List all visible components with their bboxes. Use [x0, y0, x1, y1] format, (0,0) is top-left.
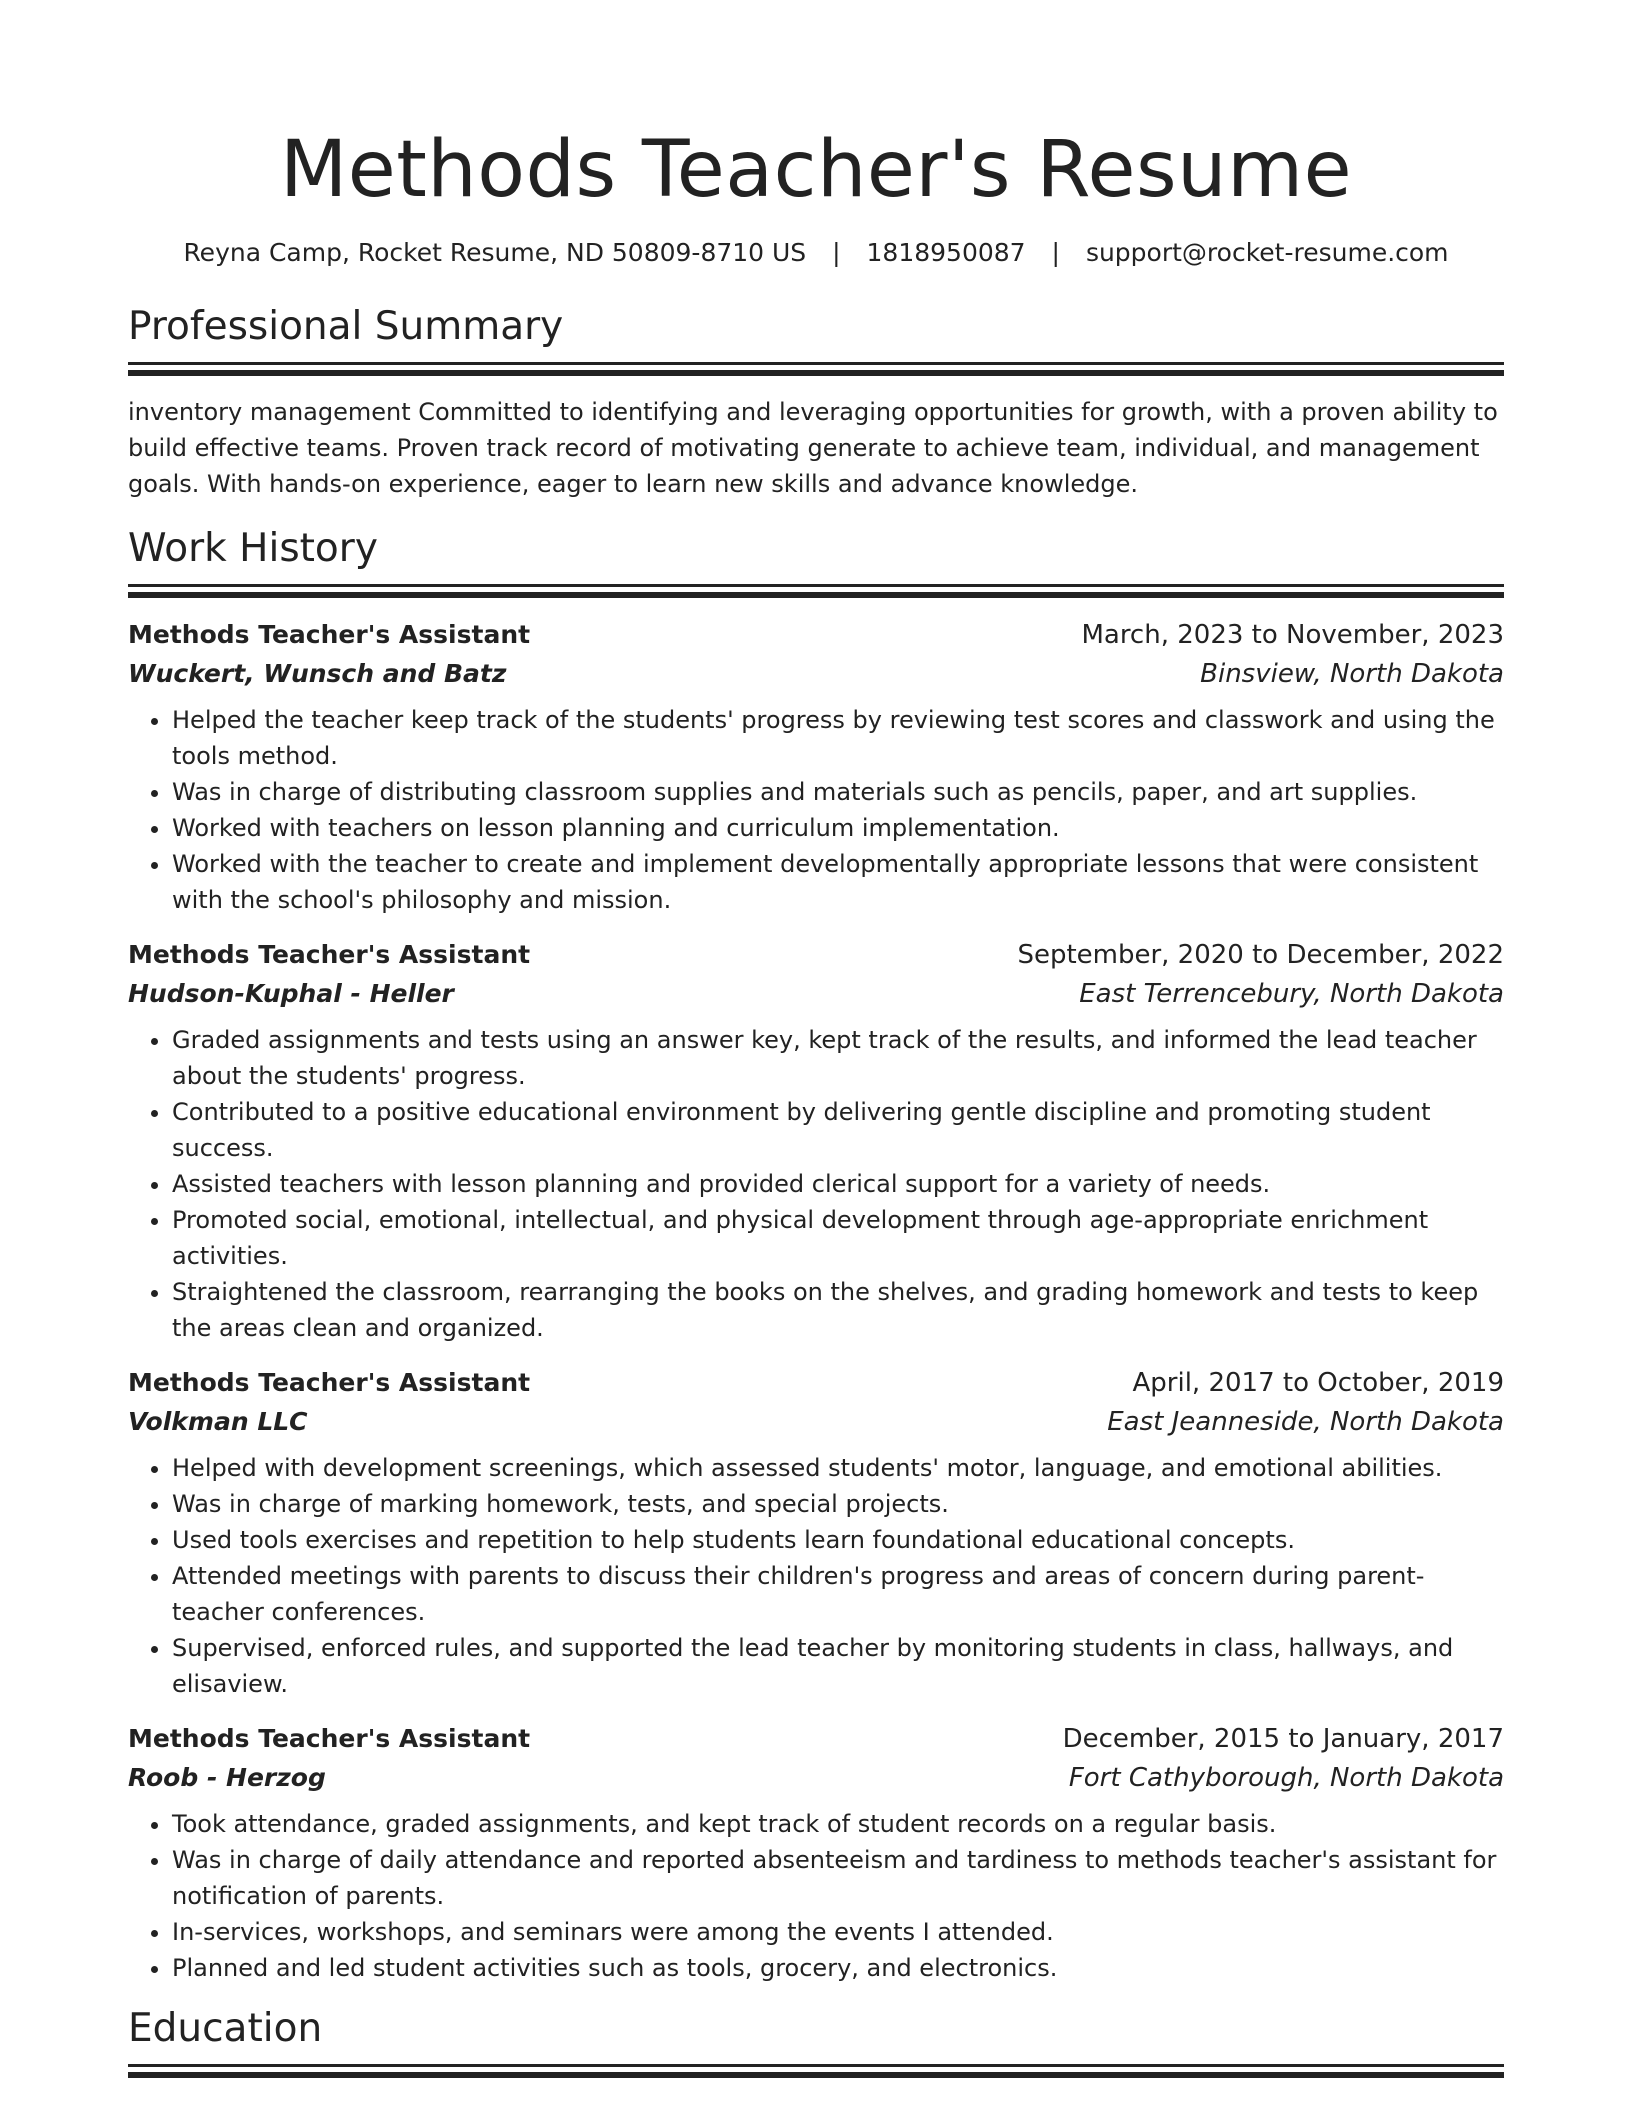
job-bullet: • Worked with teachers on lesson planning and curriculum implementation.: [172, 810, 1504, 846]
job-title: Methods Teacher's Assistant: [128, 1724, 531, 1753]
work-history-section: [128, 524, 1504, 1986]
work-history-heading: Work History: [128, 526, 378, 571]
job-bullets: [128, 702, 1504, 918]
job-entry: [128, 1364, 1504, 1702]
job-location: East Jeanneside, North Dakota: [1107, 1407, 1504, 1437]
contact-address: Reyna Camp, Rocket Resume, ND 50809-8710 US: [183, 238, 807, 267]
job-header-row: [128, 936, 1504, 974]
job-bullet: • Supervised, enforced rules, and supported the lead teacher by monitoring students in class, hallways, and elisaview.: [172, 1630, 1504, 1702]
job-bullets: [128, 1022, 1504, 1346]
resume-title: Methods Teacher's Resume: [279, 125, 1353, 215]
job-company: Volkman LLC: [128, 1407, 308, 1436]
job-bullet: • Promoted social, emotional, intellectual, and physical development through age-appropriate enrichment activities.: [172, 1202, 1504, 1274]
job-entry: [128, 1720, 1504, 1986]
job-company-row: [128, 1758, 1504, 1798]
education-section: [128, 2004, 1504, 2078]
job-bullet: • Attended meetings with parents to discuss their children's progress and areas of concern during parent-teacher conferences.: [172, 1558, 1504, 1630]
job-bullet: • Graded assignments and tests using an answer key, kept track of the results, and informed the lead teacher about the students' progress.: [172, 1022, 1504, 1094]
job-dates: March, 2023 to November, 2023: [1081, 620, 1504, 650]
job-bullet: • Was in charge of marking homework, tests, and special projects.: [172, 1486, 1504, 1522]
job-bullet: • Was in charge of daily attendance and reported absenteeism and tardiness to methods teacher's assistant for notification of parents.: [172, 1842, 1504, 1914]
job-header-row: [128, 1364, 1504, 1402]
job-dates: December, 2015 to January, 2017: [1062, 1724, 1504, 1754]
job-location: Binsview, North Dakota: [1200, 659, 1504, 689]
section-divider: [128, 2064, 1504, 2067]
job-bullet: • Took attendance, graded assignments, and kept track of student records on a regular basis.: [172, 1806, 1504, 1842]
job-title: Methods Teacher's Assistant: [128, 940, 531, 969]
job-bullet: • Contributed to a positive educational environment by delivering gentle discipline and promoting student success.: [172, 1094, 1504, 1166]
job-company-row: [128, 654, 1504, 694]
job-header-row: [128, 616, 1504, 654]
contact-phone: 1818950087: [866, 238, 1026, 267]
job-entry: [128, 616, 1504, 918]
job-company-row: [128, 974, 1504, 1014]
section-divider-thick: [128, 592, 1504, 598]
section-divider-thick: [128, 370, 1504, 376]
job-title: Methods Teacher's Assistant: [128, 620, 531, 649]
job-company: Hudson-Kuphal - Heller: [128, 979, 454, 1008]
job-bullet: • Planned and led student activities such as tools, grocery, and electronics.: [172, 1950, 1504, 1986]
job-title: Methods Teacher's Assistant: [128, 1368, 531, 1397]
contact-separator: |: [832, 238, 841, 267]
contact-email: support@rocket-resume.com: [1085, 238, 1449, 267]
job-list: [128, 616, 1504, 1986]
job-company-row: [128, 1402, 1504, 1442]
job-company: Roob - Herzog: [128, 1763, 326, 1792]
job-bullet: • Worked with the teacher to create and implement developmentally appropriate lessons that were consistent with the school's philosophy and mission.: [172, 846, 1504, 918]
summary-text: inventory management Committed to identifying and leveraging opportunities for growth, with a proven ability to build effective teams. Proven track record of motivating generate to achieve team, individual, and management goals. With hands-on experience, eager to learn new skills and advance knowledge.: [128, 398, 1498, 498]
resume-page: [128, 0, 1504, 2078]
job-bullet: • Helped the teacher keep track of the students' progress by reviewing test scores and classwork and using the tools method.: [172, 702, 1504, 774]
summary-heading: Professional Summary: [128, 304, 564, 349]
contact-separator: |: [1051, 238, 1060, 267]
job-entry: [128, 936, 1504, 1346]
section-divider: [128, 584, 1504, 587]
section-divider: [128, 362, 1504, 365]
job-bullets: [128, 1806, 1504, 1986]
section-divider-thick: [128, 2072, 1504, 2078]
contact-line: [128, 236, 1504, 270]
job-bullet: • Assisted teachers with lesson planning and provided clerical support for a variety of needs.: [172, 1166, 1504, 1202]
summary-section: [128, 302, 1504, 502]
job-bullets: [128, 1450, 1504, 1702]
job-company: Wuckert, Wunsch and Batz: [128, 659, 507, 688]
job-dates: April, 2017 to October, 2019: [1132, 1368, 1504, 1398]
job-dates: September, 2020 to December, 2022: [1017, 940, 1504, 970]
job-bullet: • Straightened the classroom, rearranging the books on the shelves, and grading homework and tests to keep the areas clean and organized.: [172, 1274, 1504, 1346]
job-bullet: • Used tools exercises and repetition to help students learn foundational educational concepts.: [172, 1522, 1504, 1558]
job-location: Fort Cathyborough, North Dakota: [1068, 1763, 1504, 1793]
job-bullet: • In-services, workshops, and seminars were among the events I attended.: [172, 1914, 1504, 1950]
education-heading: Education: [128, 2006, 323, 2051]
job-bullet: • Was in charge of distributing classroom supplies and materials such as pencils, paper, and art supplies.: [172, 774, 1504, 810]
job-header-row: [128, 1720, 1504, 1758]
job-location: East Terrencebury, North Dakota: [1079, 979, 1504, 1009]
job-bullet: • Helped with development screenings, which assessed students' motor, language, and emotional abilities.: [172, 1450, 1504, 1486]
